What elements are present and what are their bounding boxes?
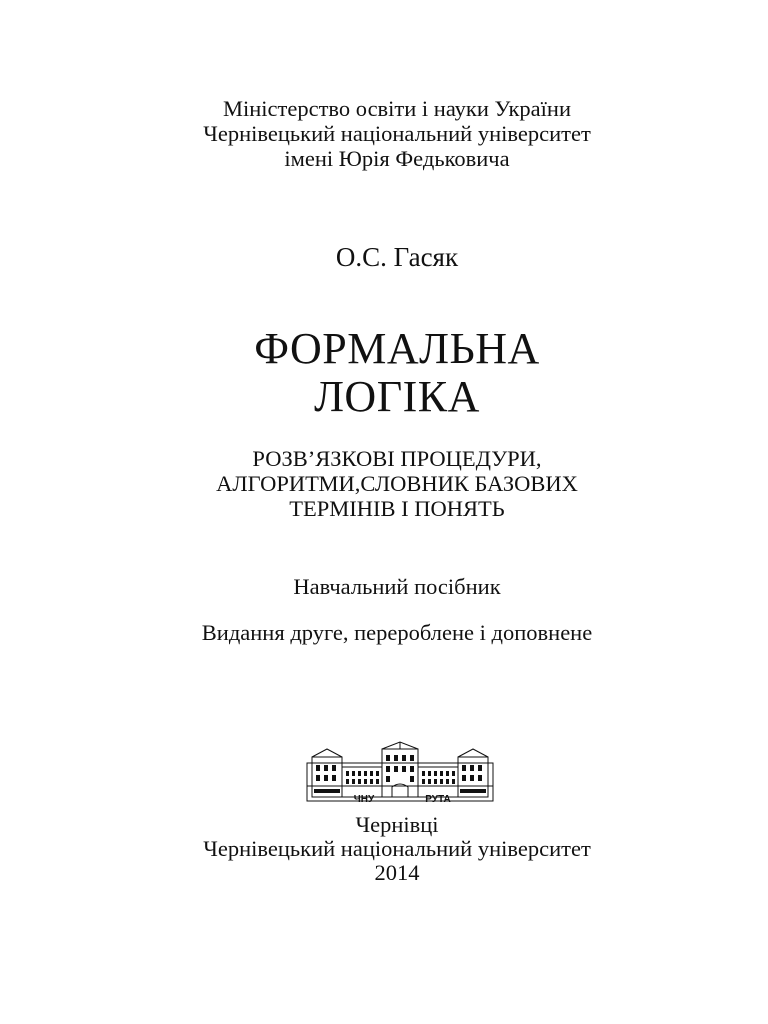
university-line: Чернівецький національний університет: [203, 121, 591, 146]
footer-publisher: Чернівецький національний університет: [203, 836, 591, 861]
book-type: Навчальний посібник: [293, 574, 501, 599]
footer-city: Чернівці: [355, 812, 439, 837]
ministry-line: Міністерство освіти і науки України: [222, 96, 571, 121]
university-building-logo: [306, 741, 494, 805]
footer-year: 2014: [374, 860, 420, 885]
logo-left-label: ЧНУ: [353, 794, 375, 805]
subtitle-line-2: АЛГОРИТМИ,СЛОВНИК БАЗОВИХ: [216, 471, 578, 496]
subtitle-line-1: РОЗВ’ЯЗКОВІ ПРОЦЕДУРИ,: [252, 446, 542, 471]
author-name: О.С. Гасяк: [335, 242, 459, 272]
edition-note: Видання друге, перероблене і доповнене: [201, 620, 593, 645]
subtitle-line-3: ТЕРМІНІВ І ПОНЯТЬ: [289, 496, 505, 521]
title-line-1: ФОРМАЛЬНА: [254, 324, 540, 373]
university-name-line: імені Юрія Федьковича: [284, 146, 510, 171]
title-line-2: ЛОГІКА: [314, 372, 480, 421]
logo-right-label: РУТА: [425, 794, 451, 805]
